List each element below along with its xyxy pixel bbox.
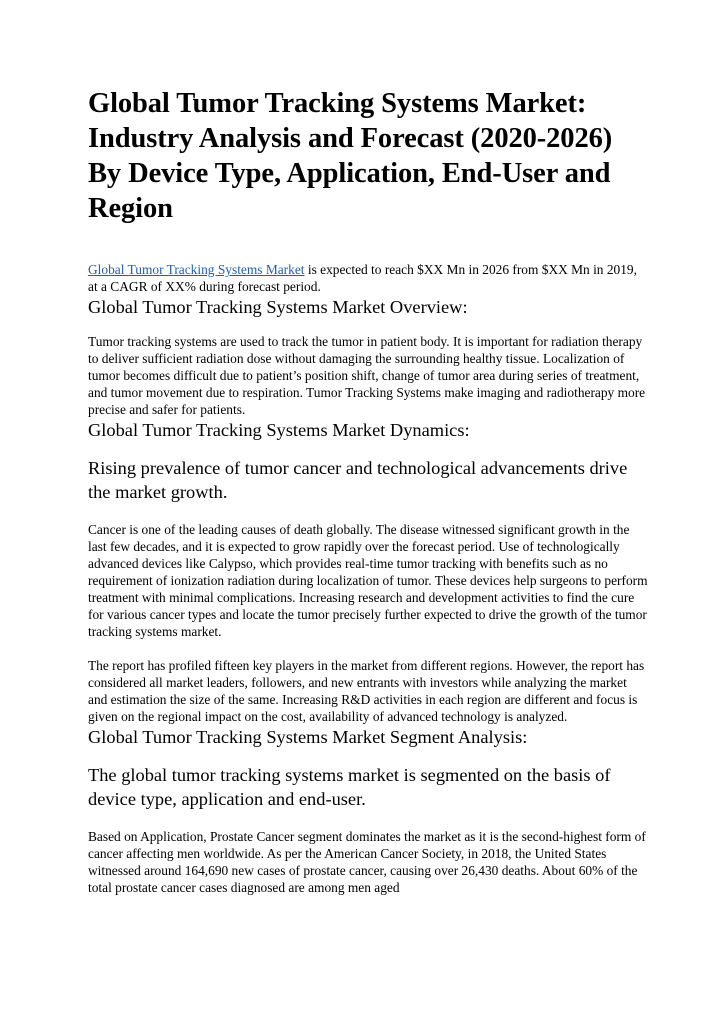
dynamics-lead: Rising prevalence of tumor cancer and technological advancements drive the market growth. — [88, 458, 628, 502]
market-report-link[interactable]: Global Tumor Tracking Systems Market — [88, 262, 305, 277]
overview-paragraph: Tumor tracking systems are used to track the tumor in patient body. It is important for radiation therapy to deliver sufficient radiation dose without damaging the surrounding healthy tissue. Localization of tumor becomes difficult due to patient’s position shift, change of tumor area during series of treatment, and tumor movement due to respiration. Tumor Tracking Systems make imaging and radiotherapy more precise and safer for patients. — [88, 334, 646, 417]
dynamics-paragraph-2: The report has profiled fifteen key players in the market from different regions. However, the report has considered all market leaders, followers, and new entrants with investors while analyzing the market and estimation the size of the same. Increasing R&D activities in each region are different and focus is given on the regional impact on the cost, availability of advanced technology is analyzed. — [88, 658, 645, 724]
document-page — [88, 86, 648, 896]
segment-lead: The global tumor tracking systems market is segmented on the basis of device type, application and end-user. — [88, 765, 611, 809]
segment-heading: Global Tumor Tracking Systems Market Segment Analysis: — [88, 727, 528, 747]
page-title: Global Tumor Tracking Systems Market: Industry Analysis and Forecast (2020-2026) By Device Type, Application, End-User and Region — [88, 88, 613, 224]
intro-text: is expected to reach $XX Mn in 2026 from $XX Mn in 2019, at a CAGR of XX% during forecast period. — [88, 262, 637, 294]
dynamics-paragraph-1: Cancer is one of the leading causes of death globally. The disease witnessed significant growth in the last few decades, and it is expected to grow rapidly over the forecast period. Use of technologically advanced devices like Calypso, which provides real-time tumor tracking with benefits such as no requirement of ionization radiation during localization of tumor. These devices help surgeons to perform treatment with minimal complications. Increasing research and development activities to find the cure for various cancer types and locate the tumor precisely further expected to drive the growth of the tumor tracking systems market. — [88, 522, 648, 639]
overview-heading: Global Tumor Tracking Systems Market Overview: — [88, 297, 468, 317]
segment-paragraph: Based on Application, Prostate Cancer segment dominates the market as it is the second-highest form of cancer affecting men worldwide. As per the American Cancer Society, in 2018, the United States witnessed around 164,690 new cases of prostate cancer, causing over 26,430 deaths. About 60% of the total prostate cancer cases diagnosed are among men aged — [88, 829, 646, 895]
intro-paragraph — [88, 261, 648, 295]
dynamics-heading: Global Tumor Tracking Systems Market Dynamics: — [88, 420, 470, 440]
